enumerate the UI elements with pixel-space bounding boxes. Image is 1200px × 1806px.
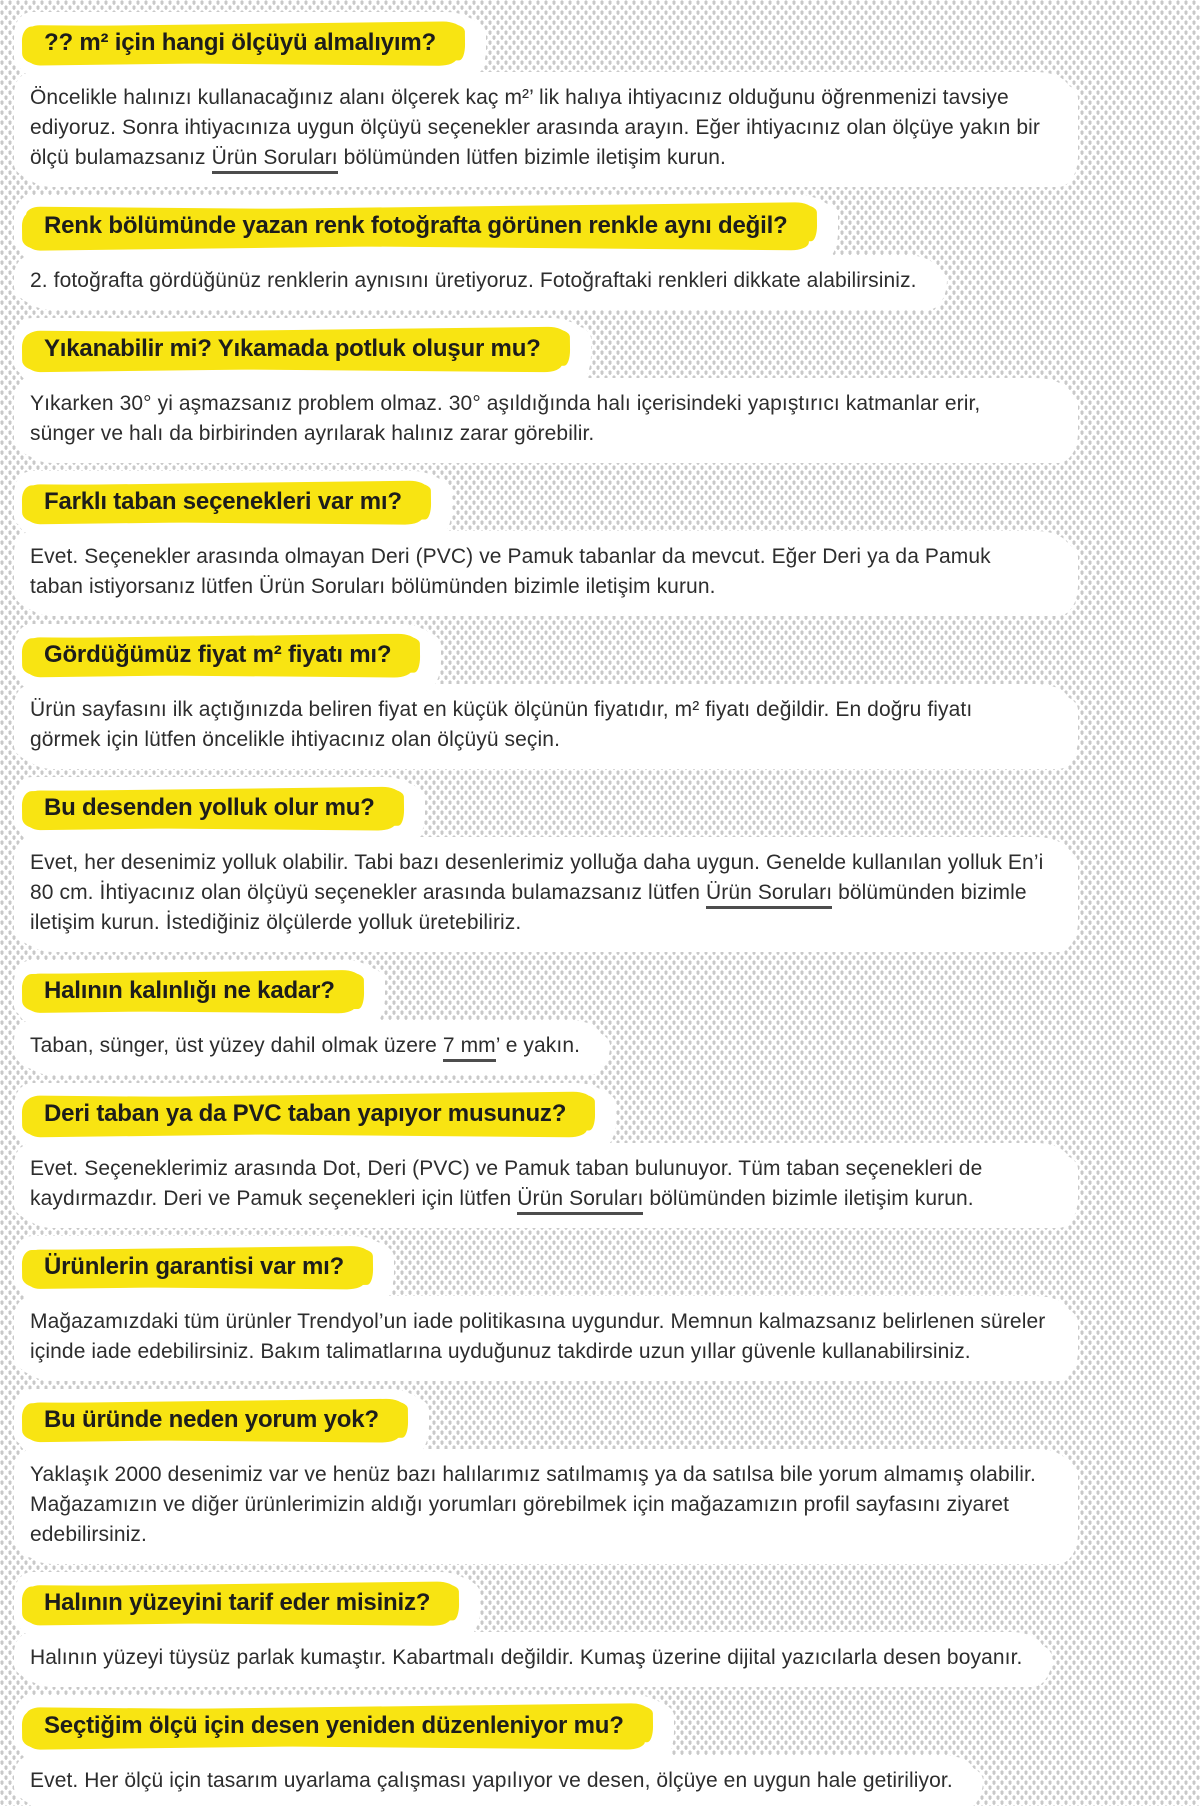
question-text: Bu desenden yolluk olur mu?: [44, 794, 375, 821]
question-highlight: [30, 1705, 642, 1748]
answer-text: Taban, sünger, üst yüzey dahil olmak üzere: [30, 1034, 443, 1057]
question-highlight-wrap: [18, 197, 832, 257]
answer-text: Yıkarken 30° yi aşmazsanız problem olmaz. 30° aşıldığında halı içerisindeki yapıştırıcı katmanlar erir, sünger ve halı da birbirinden ayrılarak halınız zarar görebilir.: [30, 392, 981, 445]
question-highlight: [30, 481, 420, 524]
underlined-text: Ürün Soruları: [212, 146, 338, 174]
question-highlight-wrap: [18, 962, 379, 1022]
answer-text: Yaklaşık 2000 desenimiz var ve henüz bazı halılarımız satılmamış ya da satılsa bile yorum almamış olabilir. Mağazamızın ve diğer ürünlerimizin aldığı yorumları görebilmek için mağazamızın profil sayfasını ziyaret edebilirsiniz.: [30, 1463, 1036, 1546]
answer-text: Evet. Her ölçü için tasarım uyarlama çalışması yapılıyor ve desen, ölçüye en uygun hale getiriliyor.: [30, 1769, 953, 1792]
question-highlight-wrap: [18, 1697, 668, 1757]
question-highlight: [30, 205, 806, 248]
answer-paragraph: [18, 259, 939, 306]
question-text: Halının kalınlığı ne kadar?: [44, 977, 335, 1004]
answer-text: Evet. Seçenekler arasında olmayan Deri (PVC) ve Pamuk tabanlar da mevcut. Eğer Deri ya da Pamuk taban istiyorsanız lütfen Ürün Soruları bölümünden bizimle iletişim kurun.: [30, 545, 991, 598]
question-text: ?? m² için hangi ölçüyü almalıyım?: [44, 29, 436, 56]
question-text: Farklı taban seçenekleri var mı?: [44, 488, 402, 515]
question-highlight: [30, 1093, 584, 1136]
answer-paragraph: [18, 76, 1070, 183]
question-highlight: [30, 1246, 362, 1289]
answer-text: Mağazamızdaki tüm ürünler Trendyol’un iade politikasına uygundur. Memnun kalmazsanız belirlenen süreler içinde iade edebilirsiniz. Bakım talimatlarına uyduğunuz takdirde uzun yıllar güvenle kullanabilirsiniz.: [30, 1310, 1046, 1363]
underlined-text: Ürün Soruları: [517, 1187, 643, 1215]
question-text: Gördüğümüz fiyat m² fiyatı mı?: [44, 641, 392, 668]
faq-section: [18, 1085, 1180, 1224]
answer-text: Öncelikle halınızı kullanacağınız alanı ölçerek kaç m²’ lik halıya ihtiyacınız olduğunu öğrenmenizi tavsiye ediyoruz. Sonra ihtiyacınıza uygun ölçüyü seçenekler arasında arayın. Eğer ihtiyacınız olan ölçüye yakın bir ölçü bulamazsanız: [30, 86, 1041, 169]
question-highlight-wrap: [18, 1391, 423, 1451]
question-text: Ürünlerin garantisi var mı?: [44, 1253, 345, 1280]
answer-text: ’ e yakın.: [495, 1034, 581, 1057]
question-highlight: [30, 1399, 397, 1442]
faq-section: [18, 779, 1180, 948]
question-highlight: [30, 787, 393, 830]
question-highlight: [30, 328, 559, 371]
question-highlight-wrap: [18, 1085, 610, 1145]
underlined-text: Ürün Soruları: [706, 881, 832, 909]
answer-text: 2. fotoğrafta gördüğünüz renklerin aynısını üretiyoruz. Fotoğraftaki renkleri dikkate alabilirsiniz.: [30, 269, 917, 292]
answer-text: Evet, her desenimiz yolluk olabilir. Tabi bazı desenlerimiz yolluğa daha uygun. Genelde kullanılan yolluk En’i 80 cm. İhtiyacınız olan ölçüyü seçenekler arasında bulamazsanız lütfen: [30, 851, 1044, 904]
answer-paragraph: [18, 1453, 1070, 1560]
faq-section: [18, 1574, 1180, 1683]
faq-section: [18, 14, 1180, 183]
question-highlight-wrap: [18, 1238, 388, 1298]
question-text: Seçtiğim ölçü için desen yeniden düzenleniyor mu?: [44, 1712, 624, 1739]
question-highlight: [30, 1582, 448, 1625]
answer-text: bölümünden lütfen bizimle iletişim kurun.: [337, 146, 726, 169]
faq-section: [18, 197, 1180, 306]
faq-section: [18, 1391, 1180, 1560]
question-highlight: [30, 970, 353, 1013]
answer-text: Ürün sayfasını ilk açtığınızda beliren fiyat en küçük ölçünün fiyatıdır, m² fiyatı değildir. En doğru fiyatı görmek için lütfen öncelikle ihtiyacınız olan ölçüyü seçin.: [30, 698, 973, 751]
answer-paragraph: [18, 688, 1070, 765]
answer-text: bölümünden bizimle iletişim kurun.: [643, 1187, 974, 1210]
question-highlight-wrap: [18, 779, 419, 839]
question-highlight-wrap: [18, 473, 446, 533]
answer-paragraph: [18, 841, 1070, 948]
faq-section: [18, 1697, 1180, 1806]
faq-section: [18, 626, 1180, 765]
faq-section: [18, 320, 1180, 459]
faq-section: [18, 1238, 1180, 1377]
question-text: Bu üründe neden yorum yok?: [44, 1406, 379, 1433]
answer-paragraph: [18, 1759, 975, 1806]
answer-paragraph: [18, 1147, 1070, 1224]
question-highlight: [30, 22, 454, 65]
answer-paragraph: [18, 535, 1070, 612]
question-text: Renk bölümünde yazan renk fotoğrafta görünen renkle aynı değil?: [44, 212, 788, 239]
underlined-text: 7 mm: [443, 1034, 496, 1062]
question-text: Yıkanabilir mi? Yıkamada potluk oluşur mu?: [44, 335, 541, 362]
question-text: Halının yüzeyini tarif eder misiniz?: [44, 1589, 431, 1616]
question-highlight-wrap: [18, 626, 435, 686]
answer-paragraph: [18, 1636, 1044, 1683]
answer-text: Halının yüzeyi tüysüz parlak kumaştır. Kabartmalı değildir. Kumaş üzerine dijital yazıcılarla desen boyanır.: [30, 1646, 1023, 1669]
question-text: Deri taban ya da PVC taban yapıyor musunuz?: [44, 1100, 567, 1127]
answer-paragraph: [18, 382, 1070, 459]
question-highlight: [30, 634, 409, 677]
answer-paragraph: [18, 1300, 1070, 1377]
question-highlight-wrap: [18, 14, 480, 74]
answer-paragraph: [18, 1024, 602, 1071]
answer-text: Evet. Seçeneklerimiz arasında Dot, Deri (PVC) ve Pamuk taban bulunuyor. Tüm taban seçenekleri de kaydırmazdır. Deri ve Pamuk seçenekleri için lütfen: [30, 1157, 983, 1210]
question-highlight-wrap: [18, 1574, 474, 1634]
faq-section: [18, 962, 1180, 1071]
question-highlight-wrap: [18, 320, 585, 380]
answer-text: bölümünden bizimle iletişim kurun. İstediğiniz ölçülerde yolluk üretebiliriz.: [30, 881, 1027, 934]
faq-section: [18, 473, 1180, 612]
